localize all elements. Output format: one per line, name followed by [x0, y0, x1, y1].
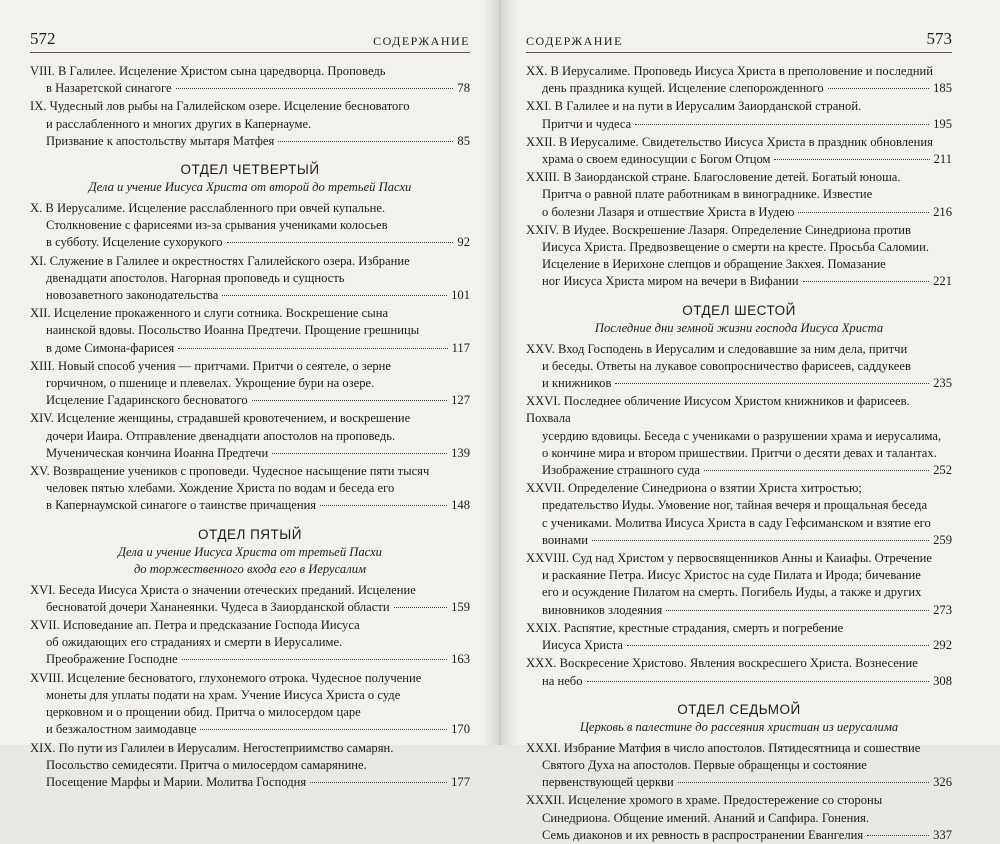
- entry-page-number: 195: [933, 116, 952, 131]
- leader-dots: [252, 400, 447, 401]
- entry-line: [30, 445, 470, 462]
- entry-line: XVII. Исповедание ап. Петра и предсказание Господа Иисуса: [30, 618, 360, 633]
- page-number: 572: [30, 29, 56, 48]
- entry-line: XIX. По пути из Галилеи в Иерусалим. Негостеприимство самарян.: [30, 740, 394, 755]
- entry-line: церковном и о прощении обид. Притча о милосердом царе: [46, 705, 361, 720]
- entry-line: XXI. В Галилее и на пути в Иерусалим Заиорданской страной.: [526, 99, 862, 114]
- entry-text: Исцеление Гадаринского бесноватого: [46, 393, 248, 408]
- right-page: [500, 0, 1000, 842]
- leader-dots: [828, 88, 929, 89]
- entry-line: [30, 599, 470, 616]
- entry-line: Посольство семидесяти. Притча о милосердом самарянине.: [46, 757, 367, 772]
- toc-entry: [526, 169, 952, 221]
- section-subtitle: [526, 719, 952, 736]
- entry-page-number: 117: [451, 340, 470, 355]
- entry-line: монеты для уплаты подати на храм. Учение Иисуса Христа о суде: [46, 687, 401, 702]
- entry-line: [526, 151, 952, 168]
- entry-page-number: 177: [451, 774, 470, 789]
- entry-line: XXIX. Распятие, крестные страдания, смерть и погребение: [526, 620, 844, 635]
- leader-dots: [774, 159, 929, 160]
- entry-line: [30, 392, 470, 409]
- entry-page-number: 273: [933, 602, 952, 617]
- entry-page-number: 308: [933, 673, 952, 688]
- entry-line: X. В Иерусалиме. Исцеление расслабленного при овчей купальне.: [30, 201, 386, 216]
- entry-line: XVI. Беседа Иисуса Христа о значении отеческих преданий. Исцеление: [30, 582, 416, 597]
- leader-dots: [803, 281, 929, 282]
- entry-line: [30, 287, 470, 304]
- entry-line: и раскаяние Петра. Иисус Христос на суде Пилата и Ирода; бичевание: [542, 568, 921, 583]
- section-subtitle-line: Последние дни земной жизни господа Иисуса Христа: [594, 320, 884, 335]
- entry-line: о кончине мира и втором пришествии. Притчи о десяти девах и талантах.: [542, 445, 937, 460]
- entry-page-number: 221: [933, 274, 952, 289]
- entry-text: Мученическая кончина Иоанна Предтечи: [46, 445, 269, 460]
- entry-text: ног Иисуса Христа миром на вечери в Вифании: [542, 274, 799, 289]
- entry-page-number: 235: [933, 376, 952, 391]
- toc-entry: [526, 134, 952, 168]
- toc-entry: [526, 480, 952, 549]
- toc-entry: [526, 620, 952, 654]
- toc-entry: [30, 410, 470, 462]
- book-gutter: [483, 0, 517, 745]
- section-subtitle-line: Церковь в палестине до рассеяния христиан из иерусалима: [579, 719, 899, 734]
- entry-line: Святого Духа на апостолов. Первые обращенцы и состояние: [542, 757, 867, 772]
- entry-text: Призвание к апостольству мытаря Матфея: [46, 133, 275, 148]
- toc-entry: [30, 670, 470, 739]
- toc-entry: [526, 740, 952, 792]
- entry-line: [526, 80, 952, 97]
- leader-dots: [592, 540, 929, 541]
- entry-line: XXV. Вход Господень в Иерусалим и следовавшие за ним дела, притчи: [526, 341, 908, 356]
- entry-text: и книжников: [542, 376, 612, 391]
- leader-dots: [178, 348, 447, 349]
- entry-line: Иисуса Христа. Предвозвещение о смерти на кресте. Просьба Саломии.: [542, 240, 930, 255]
- entry-text: в Назаретской синагоге: [46, 81, 172, 96]
- leader-dots: [798, 212, 929, 213]
- running-title: СОДЕРЖАНИЕ: [526, 34, 623, 48]
- entry-line: [526, 204, 952, 221]
- entry-page-number: 92: [457, 235, 470, 250]
- entry-line: [30, 651, 470, 668]
- entry-page-number: 185: [933, 81, 952, 96]
- entry-line: и беседы. Ответы на лукавое совопросничество фарисеев, саддукеев: [542, 358, 911, 373]
- leader-dots: [200, 729, 447, 730]
- entry-text: бесноватой дочери Хананеянки. Чудеса в Заиорданской области: [46, 599, 390, 614]
- entry-page-number: 101: [451, 288, 470, 303]
- entry-line: его и осуждение Пилатом на смерть. Погибель Иуды, а также и других: [542, 585, 922, 600]
- toc-entry: [30, 305, 470, 357]
- entry-text: о болезни Лазаря и отшествие Христа в Иудею: [542, 204, 795, 219]
- entry-line: [30, 340, 470, 357]
- entry-line: XIV. Исцеление женщины, страдавшей кровотечением, и воскрешение: [30, 411, 411, 426]
- entry-line: XXXII. Исцеление хромого в храме. Предостережение со стороны: [526, 793, 883, 808]
- toc-entry: [30, 740, 470, 792]
- leader-dots: [704, 470, 929, 471]
- entry-line: горчичном, о пшенице и плевелах. Укрощение бури на озере.: [46, 376, 375, 391]
- entry-page-number: 163: [451, 652, 470, 667]
- section-subtitle-line: Дела и учение Иисуса Христа от третьей Пасхи: [118, 544, 382, 559]
- entry-text: на небо: [542, 673, 583, 688]
- toc-entry: [526, 63, 952, 97]
- leader-dots: [222, 295, 447, 296]
- entry-text: в доме Симона-фарисея: [46, 340, 175, 355]
- leader-dots: [227, 242, 454, 243]
- toc-list: [30, 63, 470, 791]
- toc-entry: [30, 463, 470, 515]
- entry-line: с учениками. Молитва Иисуса Христа в саду Гефсиманском и взятие его: [542, 515, 931, 530]
- entry-line: усердию вдовицы. Беседа с учениками о разрушении храма и иерусалима,: [542, 428, 942, 443]
- toc-entry: [526, 393, 952, 479]
- toc-entry: [526, 98, 952, 132]
- toc-entry: [526, 550, 952, 619]
- entry-line: [526, 462, 952, 479]
- entry-text: Изображение страшного суда: [542, 463, 701, 478]
- entry-text: Посещение Марфы и Марии. Молитва Господня: [46, 774, 307, 789]
- entry-text: в субботу. Исцеление сухорукого: [46, 235, 223, 250]
- entry-line: XX. В Иерусалиме. Проповедь Иисуса Христа в преполовение и последний: [526, 64, 933, 78]
- entry-page-number: 139: [451, 445, 470, 460]
- entry-line: дочери Иаира. Отправление двенадцати апостолов на проповедь.: [46, 428, 396, 443]
- entry-line: Синедриона. Общение имений. Ананий и Сапфира. Гонения.: [542, 810, 870, 825]
- toc-entry: [526, 792, 952, 844]
- leader-dots: [666, 610, 929, 611]
- entry-line: Исцеление в Иерихоне слепцов и обращение Закхея. Помазание: [542, 257, 886, 272]
- entry-line: и расслабленного и многих других в Капернауме.: [46, 116, 312, 131]
- section-subtitle: [30, 179, 470, 196]
- entry-line: XXX. Воскресение Христово. Явления воскресшего Христа. Вознесение: [526, 656, 918, 671]
- entry-line: XV. Возвращение учеников с проповеди. Чудесное насыщение пяти тысяч: [30, 464, 430, 479]
- entry-line: [526, 375, 952, 392]
- leader-dots: [182, 659, 447, 660]
- entry-page-number: 259: [933, 532, 952, 547]
- entry-line: XIII. Новый способ учения — притчами. Притчи о сеятеле, о зерне: [30, 358, 391, 373]
- entry-line: XXIII. В Заиорданской стране. Благословение детей. Богатый юноша.: [526, 170, 901, 185]
- entry-line: [30, 133, 470, 150]
- entry-page-number: 127: [451, 393, 470, 408]
- entry-page-number: 159: [451, 599, 470, 614]
- entry-line: [526, 532, 952, 549]
- entry-page-number: 211: [933, 152, 952, 167]
- entry-line: [526, 774, 952, 791]
- leader-dots: [635, 124, 929, 125]
- entry-line: [30, 721, 470, 738]
- entry-line: Притча о равной плате работникам в винограднике. Известие: [542, 187, 873, 202]
- entry-line: VIII. В Галилее. Исцеление Христом сына царедворца. Проповедь: [30, 64, 386, 78]
- page-number: 573: [926, 29, 952, 48]
- entry-line: XXII. В Иерусалиме. Свидетельство Иисуса Христа в праздник обновления: [526, 134, 933, 149]
- toc-entry: [30, 253, 470, 305]
- section-title: ОТДЕЛ ЧЕТВЕРТЫЙ: [180, 162, 320, 178]
- toc-entry: [526, 222, 952, 291]
- entry-page-number: 216: [933, 204, 952, 219]
- toc-entry: [30, 358, 470, 410]
- leader-dots: [587, 681, 930, 682]
- toc-entry: [30, 582, 470, 616]
- section-subtitle-line: до торжественного входа его в Иерусалим: [133, 561, 367, 576]
- toc-entry: [30, 63, 470, 97]
- toc-list: [526, 63, 952, 844]
- leader-dots: [615, 383, 929, 384]
- leader-dots: [278, 141, 453, 142]
- entry-line: [526, 637, 952, 654]
- entry-page-number: 85: [457, 133, 470, 148]
- entry-text: Притчи и чудеса: [542, 116, 632, 131]
- entry-line: человек пятью хлебами. Хождение Христа по водам и беседа его: [46, 481, 395, 496]
- entry-text: Преображение Господне: [46, 652, 178, 667]
- entry-line: [526, 273, 952, 290]
- entry-line: предательство Иуды. Умовение ног, тайная вечеря и прощальная беседа: [542, 498, 928, 513]
- toc-entry: [30, 200, 470, 252]
- leader-dots: [320, 505, 447, 506]
- entry-line: IX. Чудесный лов рыбы на Галилейском озере. Исцеление бесноватого: [30, 99, 410, 114]
- entry-line: XII. Исцеление прокаженного и слуги сотника. Воскрешение сына: [30, 306, 389, 321]
- entry-line: [526, 602, 952, 619]
- toc-entry: [30, 617, 470, 669]
- entry-text: и безжалостном заимодавце: [46, 722, 197, 737]
- section-title: ОТДЕЛ ШЕСТОЙ: [682, 302, 796, 318]
- entry-line: XXXI. Избрание Матфия в число апостолов. Пятидесятница и сошествие: [526, 740, 921, 755]
- entry-line: двенадцати апостолов. Нагорная проповедь и сущность: [46, 270, 345, 285]
- entry-line: об ожидающих его страданиях и смерти в Иерусалиме.: [46, 635, 343, 650]
- toc-entry: [526, 341, 952, 393]
- section-subtitle: [30, 544, 470, 578]
- entry-text: воинами: [542, 532, 588, 547]
- entry-line: [526, 827, 952, 844]
- entry-line: [30, 774, 470, 791]
- entry-page-number: 148: [451, 498, 470, 513]
- running-header: [30, 22, 470, 53]
- leader-dots: [310, 782, 447, 783]
- leader-dots: [176, 88, 454, 89]
- entry-page-number: 292: [933, 638, 952, 653]
- section-title: ОТДЕЛ СЕДЬМОЙ: [677, 701, 801, 717]
- entry-text: Семь диаконов и их ревность в распространении Евангелия: [542, 827, 864, 842]
- entry-text: Иисуса Христа: [542, 638, 624, 653]
- entry-line: [30, 234, 470, 251]
- entry-line: [526, 673, 952, 690]
- entry-text: виновников злодеяния: [542, 602, 663, 617]
- entry-line: XI. Служение в Галилее и окрестностях Галилейского озера. Избрание: [30, 253, 410, 268]
- entry-page-number: 170: [451, 722, 470, 737]
- entry-text: день праздника кущей. Исцеление слепорожденного: [542, 81, 824, 96]
- entry-page-number: 78: [457, 81, 470, 96]
- leader-dots: [867, 835, 929, 836]
- entry-page-number: 337: [933, 827, 952, 842]
- entry-text: новозаветного законодательства: [46, 288, 219, 303]
- entry-line: XXVIII. Суд над Христом у первосвященников Анны и Каиафы. Отречение: [526, 551, 932, 566]
- entry-line: XVIII. Исцеление бесноватого, глухонемого отрока. Чудесное получение: [30, 670, 422, 685]
- entry-line: XXIV. В Иудее. Воскрешение Лазаря. Определение Синедриона против: [526, 222, 911, 237]
- entry-line: [30, 80, 470, 97]
- section-subtitle-line: Дела и учение Иисуса Христа от второй до третьей Пасхи: [88, 180, 412, 195]
- entry-line: XXVII. Определение Синедриона о взятии Христа хитростью;: [526, 481, 862, 496]
- entry-text: в Капернаумской синагоге о таинстве причащения: [46, 498, 317, 513]
- toc-entry: [30, 98, 470, 150]
- section-subtitle: [526, 320, 952, 337]
- leader-dots: [272, 453, 447, 454]
- running-header: [526, 22, 952, 53]
- toc-entry: [526, 655, 952, 689]
- left-page: [0, 0, 500, 789]
- entry-line: наинской вдовы. Посольство Иоанна Предтечи. Прощение грешницы: [46, 323, 420, 338]
- entry-page-number: 326: [933, 775, 952, 790]
- running-title: СОДЕРЖАНИЕ: [373, 34, 470, 48]
- leader-dots: [678, 782, 929, 783]
- section-title: ОТДЕЛ ПЯТЫЙ: [198, 526, 302, 542]
- entry-text: храма о своем единосущии с Богом Отцом: [542, 152, 771, 167]
- entry-line: XXVI. Последнее обличение Иисусом Христом книжников и фарисеев. Похвала: [526, 394, 910, 426]
- entry-line: [30, 497, 470, 514]
- leader-dots: [627, 645, 929, 646]
- entry-line: Столкновение с фарисеями из-за срывания учениками колосьев: [46, 218, 388, 233]
- entry-text: первенствующей церкви: [542, 775, 674, 790]
- entry-line: [526, 116, 952, 133]
- leader-dots: [394, 607, 448, 608]
- entry-page-number: 252: [933, 463, 952, 478]
